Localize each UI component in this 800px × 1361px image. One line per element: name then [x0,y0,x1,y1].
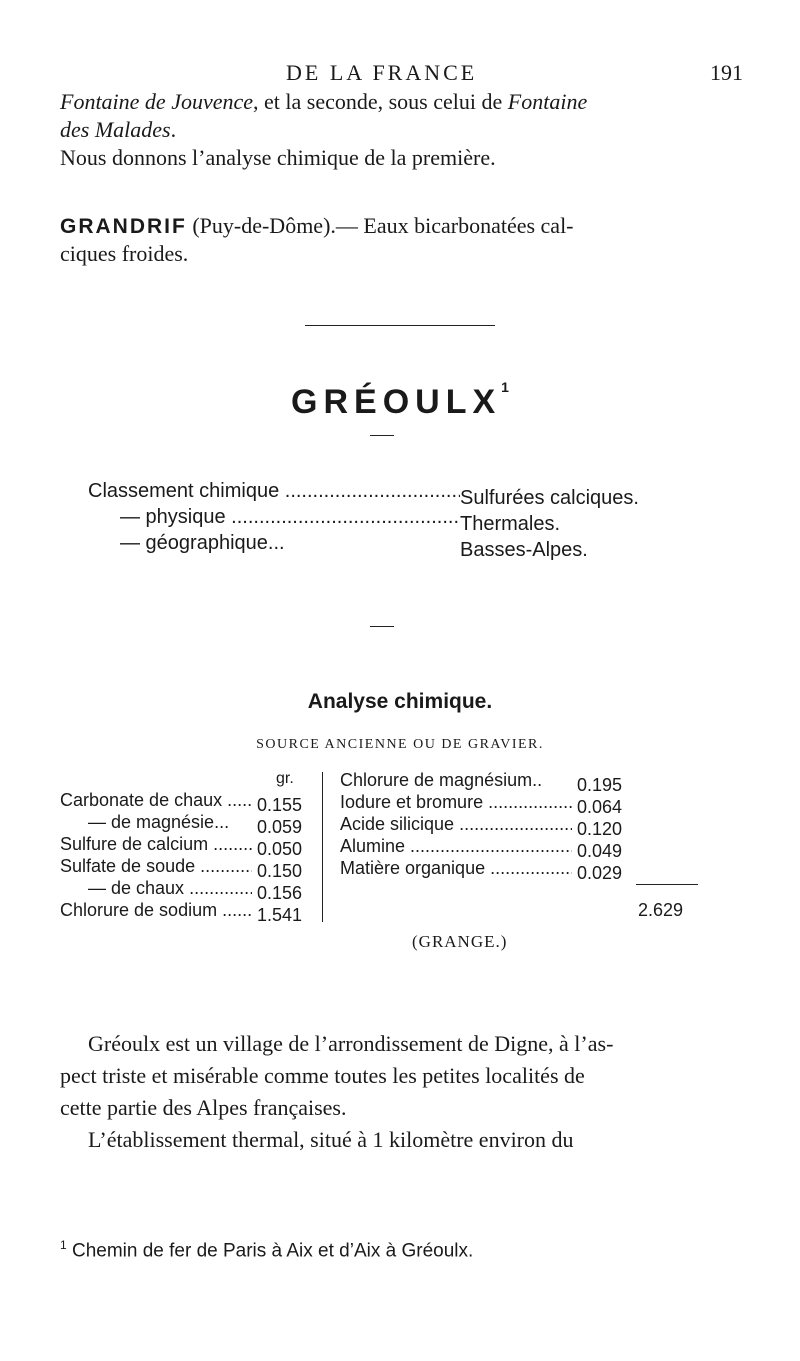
row-value: 0.050 [257,839,303,859]
row-label: Matière organique ..... [340,858,572,879]
intro-text: , et la seconde, sous celui de [253,89,508,114]
classement-value: Thermales. [460,513,561,535]
table-row [60,900,302,926]
grandrif-line-2: ciques froides. [60,241,189,266]
row-label: Sulfure de calcium ..... [60,834,252,855]
body-line-2: pect triste et misérable comme toutes les petites localités de [60,1063,585,1088]
classement-value: Basses-Alpes. [460,539,588,561]
analysis-heading: Analyse chimique. [307,690,493,713]
grandrif-name: GRANDRIF [60,215,187,238]
page-number: 191 [710,60,743,85]
row-label: Carbonate de chaux ..... [60,790,252,811]
body-line-1: Gréoulx est un village de l’arrondissement de Digne, à l’as- [88,1031,614,1056]
attribution: (GRANGE.) [412,932,508,951]
row-value: 0.156 [257,883,303,903]
row-value: 0.155 [257,795,303,815]
row-value: 0.029 [577,863,623,883]
row-label: Chlorure de sodium ..... [60,900,252,921]
classement-label: Classement chimique ..... [88,478,460,504]
row-value: 0.120 [577,819,623,839]
row-label: Sulfate de soude ..... [60,856,252,877]
row-value: 1.541 [257,905,303,925]
row-label: Alumine ..... [340,836,572,857]
title-footnote-mark: 1 [501,379,509,395]
footnote [60,1238,473,1262]
footnote-text: Chemin de fer de Paris à Aix et d’Aix à Gréoulx. [66,1240,474,1262]
body-line-3: cette partie des Alpes françaises. [60,1095,347,1120]
classement-label: — géographique... [120,532,285,554]
fontaine-word: Fontaine [507,89,588,114]
row-label: — de magnésie... [88,812,230,832]
footnote-mark: 1 [60,1238,67,1252]
row-label: Iodure et bromure ..... [340,792,572,813]
classement-value: Sulfurées calciques. [460,487,639,509]
row-value: 0.064 [577,797,623,817]
column-divider [322,772,323,922]
grandrif-description: (Puy-de-Dôme).— Eaux bicarbonatées cal- [186,213,574,238]
row-label: — de chaux ..... [88,878,252,899]
row-value: 0.049 [577,841,623,861]
row-value: 0.150 [257,861,303,881]
total-rule [636,884,698,885]
fontaine-jouvence: Fontaine de Jouvence [60,89,254,114]
total-value: 2.629 [638,900,684,920]
row-value: 0.195 [577,775,623,795]
intro-line-3: Nous donnons l’analyse chimique de la première. [60,145,496,170]
title-text: GRÉOULX [291,383,502,421]
source-name: SOURCE ANCIENNE OU DE GRAVIER. [256,737,544,752]
row-value: 0.059 [257,817,303,837]
running-title: DE LA FRANCE [286,60,478,85]
intro-period: . [170,117,177,142]
table-row [340,858,622,884]
des-malades: des Malades [60,117,171,142]
row-label: Acide silicique ..... [340,814,572,835]
unit-label: gr. [276,770,294,787]
body-line-4: L’établissement thermal, situé à 1 kilomètre environ du [88,1127,574,1152]
classement-label: — physique ..... [120,504,460,530]
row-label: Chlorure de magnésium.. [340,770,543,790]
